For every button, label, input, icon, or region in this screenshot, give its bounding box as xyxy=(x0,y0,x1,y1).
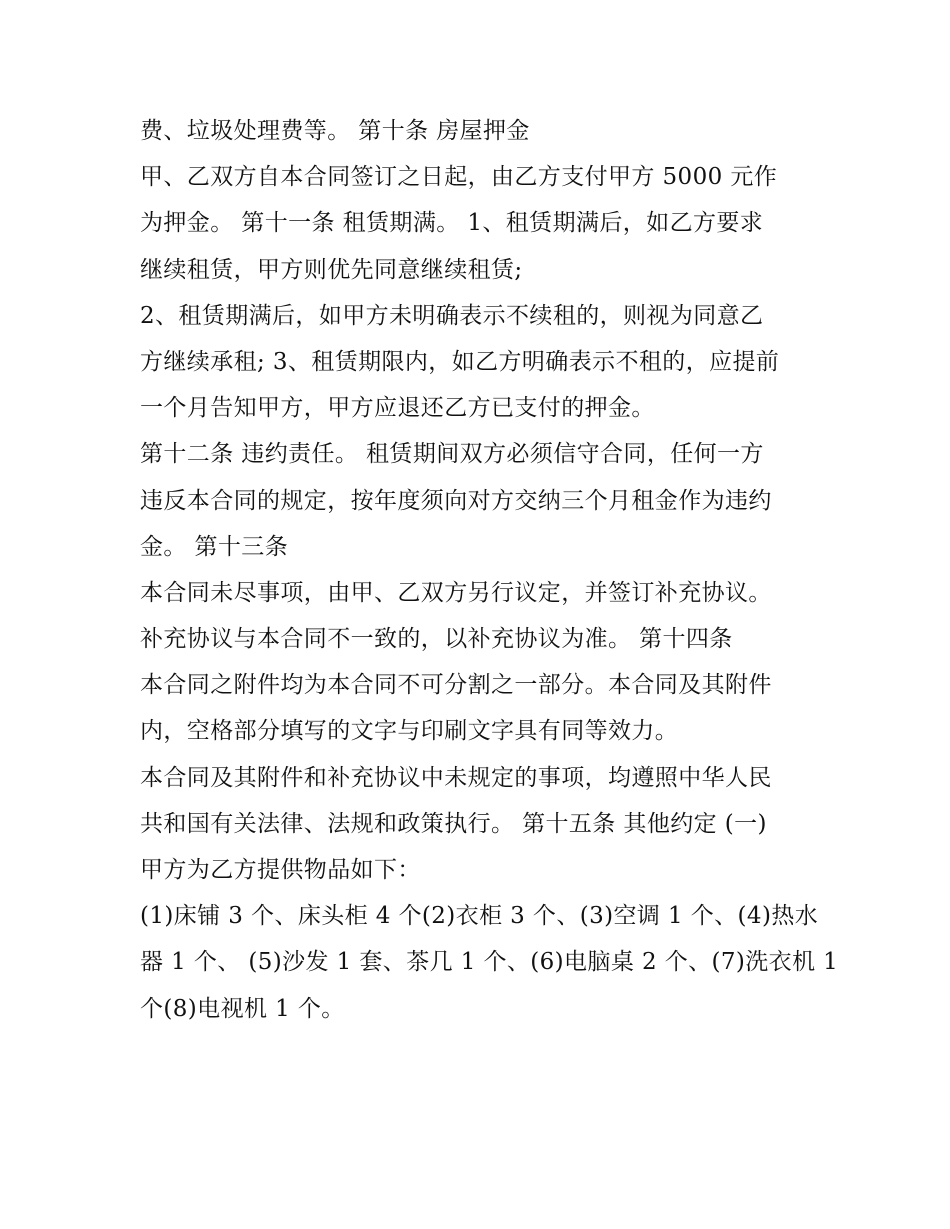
contract-text xyxy=(140,108,839,1032)
text-line: 共和国有关法律、法规和政策执行。 第十五条 其他约定 (一) xyxy=(140,810,767,837)
text-line: 本合同未尽事项，由甲、乙双方另行议定，并签订补充协议。 xyxy=(140,579,772,606)
text-line: 费、垃圾处理费等。 第十条 房屋押金 xyxy=(140,118,530,144)
text-line: 本合同及其附件和补充协议中未规定的事项，均遵照中华人民 xyxy=(140,764,772,791)
text-line: 器 1 个、 (5)沙发 1 套、茶几 1 个、(6)电脑桌 2 个、(7)洗衣机 1 xyxy=(140,949,839,976)
text-line: 违反本合同的规定，按年度须向对方交纳三个月租金作为违约 xyxy=(140,487,772,514)
text-line: 金。 第十三条 xyxy=(140,533,289,560)
text-line: 继续租赁，甲方则优先同意继续租赁; xyxy=(140,256,523,283)
text-line: 甲、乙双方自本合同签订之日起，由乙方支付甲方 5000 元作 xyxy=(140,164,778,191)
text-line: 2、租赁期满后，如甲方未明确表示不续租的，则视为同意乙 xyxy=(140,302,764,329)
text-line: 补充协议与本合同不一致的，以补充协议为准。 第十四条 xyxy=(140,626,733,653)
text-line: (1)床铺 3 个、床头柜 4 个(2)衣柜 3 个、(3)空调 1 个、(4)热水 xyxy=(140,903,819,930)
text-line: 甲方为乙方提供物品如下： xyxy=(140,857,421,883)
text-line: 个(8)电视机 1 个。 xyxy=(140,995,345,1022)
text-line: 为押金。 第十一条 租赁期满。 1、租赁期满后，如乙方要求 xyxy=(140,210,764,237)
text-line: 一个月告知甲方，甲方应退还乙方已支付的押金。 xyxy=(140,395,655,422)
text-line: 本合同之附件均为本合同不可分割之一部分。本合同及其附件 xyxy=(140,672,772,699)
text-line: 方继续承租; 3、租赁期限内，如乙方明确表示不租的，应提前 xyxy=(140,348,780,375)
text-line: 第十二条 违约责任。 租赁期间双方必须信守合同，任何一方 xyxy=(140,441,764,468)
text-line: 内，空格部分填写的文字与印刷文字具有同等效力。 xyxy=(140,718,679,745)
